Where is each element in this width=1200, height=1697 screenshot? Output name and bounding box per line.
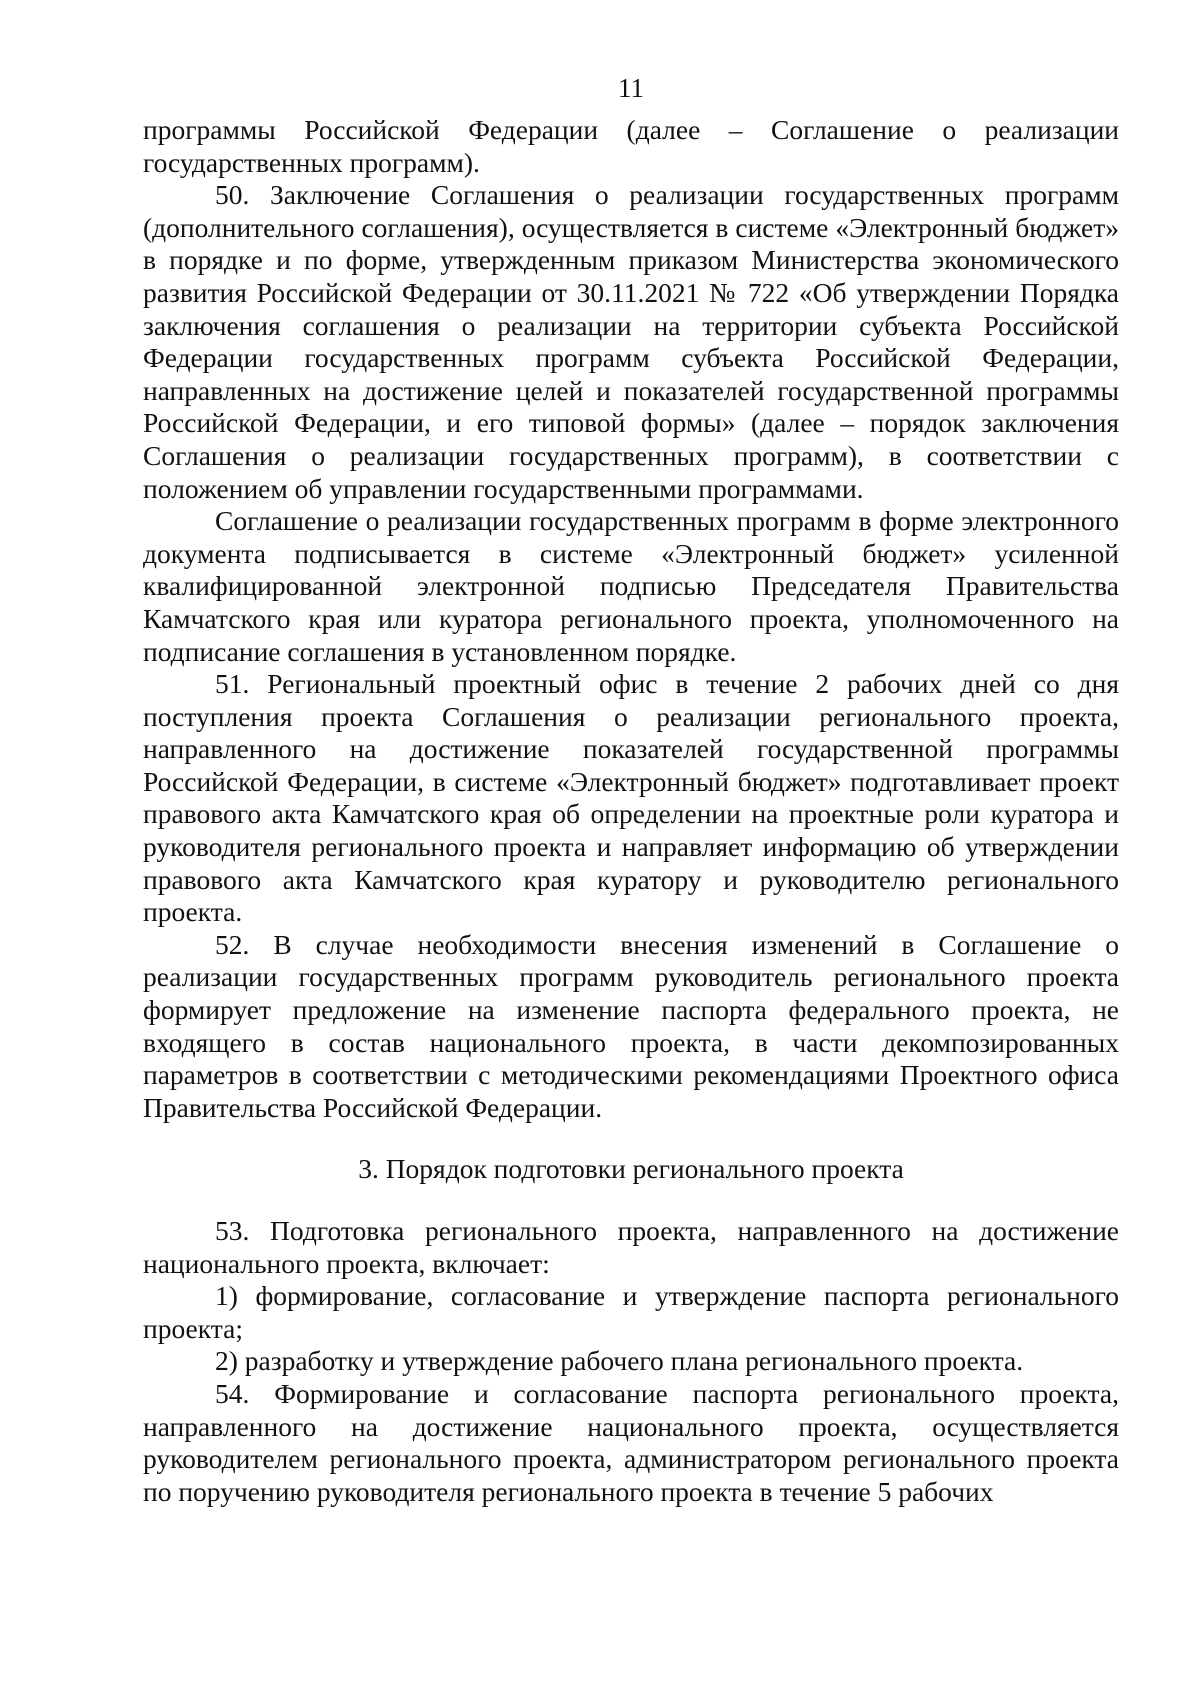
document-page: [143, 72, 1119, 1508]
paragraph-53-item-1: 1) формирование, согласование и утверждение паспорта регионального проекта;: [143, 1280, 1119, 1344]
paragraph-51: 51. Региональный проектный офис в течение 2 рабочих дней со дня поступления проекта Соглашения о реализации регионального проекта, направленного на достижение показателей государственной программы Российской Федерации, в системе «Электронный бюджет» подготавливает проект правового акта Камчатского края об определении на проектные роли куратора и руководителя регионального проекта и направляет информацию об утверждении правового акта Камчатского края куратору и руководителю регионального проекта.: [143, 668, 1119, 928]
paragraph-50: 50. Заключение Соглашения о реализации государственных программ (дополнительного соглашения), осуществляется в системе «Электронный бюджет» в порядке и по форме, утвержденным приказом Министерства экономического развития Российской Федерации от 30.11.2021 № 722 «Об утверждении Порядка заключения соглашения о реализации на территории субъекта Российской Федерации государственных программ субъекта Российской Федерации, направленных на достижение целей и показателей государственной программы Российской Федерации, и его типовой формы» (далее – порядок заключения Соглашения о реализации государственных программ), в соответствии с положением об управлении государственными программами.: [143, 179, 1119, 504]
paragraph-50-agreement-signing: Соглашение о реализации государственных программ в форме электронного документа подписывается в системе «Электронный бюджет» усиленной квалифицированной электронной подписью Председателя Правительства Камчатского края или куратора регионального проекта, уполномоченного на подписание соглашения в установленном порядке.: [143, 505, 1119, 667]
paragraph-53: 53. Подготовка регионального проекта, направленного на достижение национального проекта, включает:: [143, 1215, 1119, 1279]
section-heading: 3. Порядок подготовки регионального проекта: [358, 1153, 904, 1185]
paragraph-54: 54. Формирование и согласование паспорта регионального проекта, направленного на достижение национального проекта, осуществляется руководителем регионального проекта, администратором регионального проекта по поручению руководителя регионального проекта в течение 5 рабочих: [143, 1377, 1119, 1507]
paragraph-53-item-2: 2) разработку и утверждение рабочего плана регионального проекта.: [215, 1345, 1024, 1377]
paragraph-52: 52. В случае необходимости внесения изменений в Соглашение о реализации государственных программ руководитель регионального проекта формирует предложение на изменение паспорта федерального проекта, не входящего в состав национального проекта, в части декомпозированных параметров в соответствии с методическими рекомендациями Проектного офиса Правительства Российской Федерации.: [143, 928, 1119, 1123]
paragraph-continued: программы Российской Федерации (далее – Соглашение о реализации государственных программ).: [143, 114, 1119, 178]
page-number: 11: [618, 73, 644, 103]
